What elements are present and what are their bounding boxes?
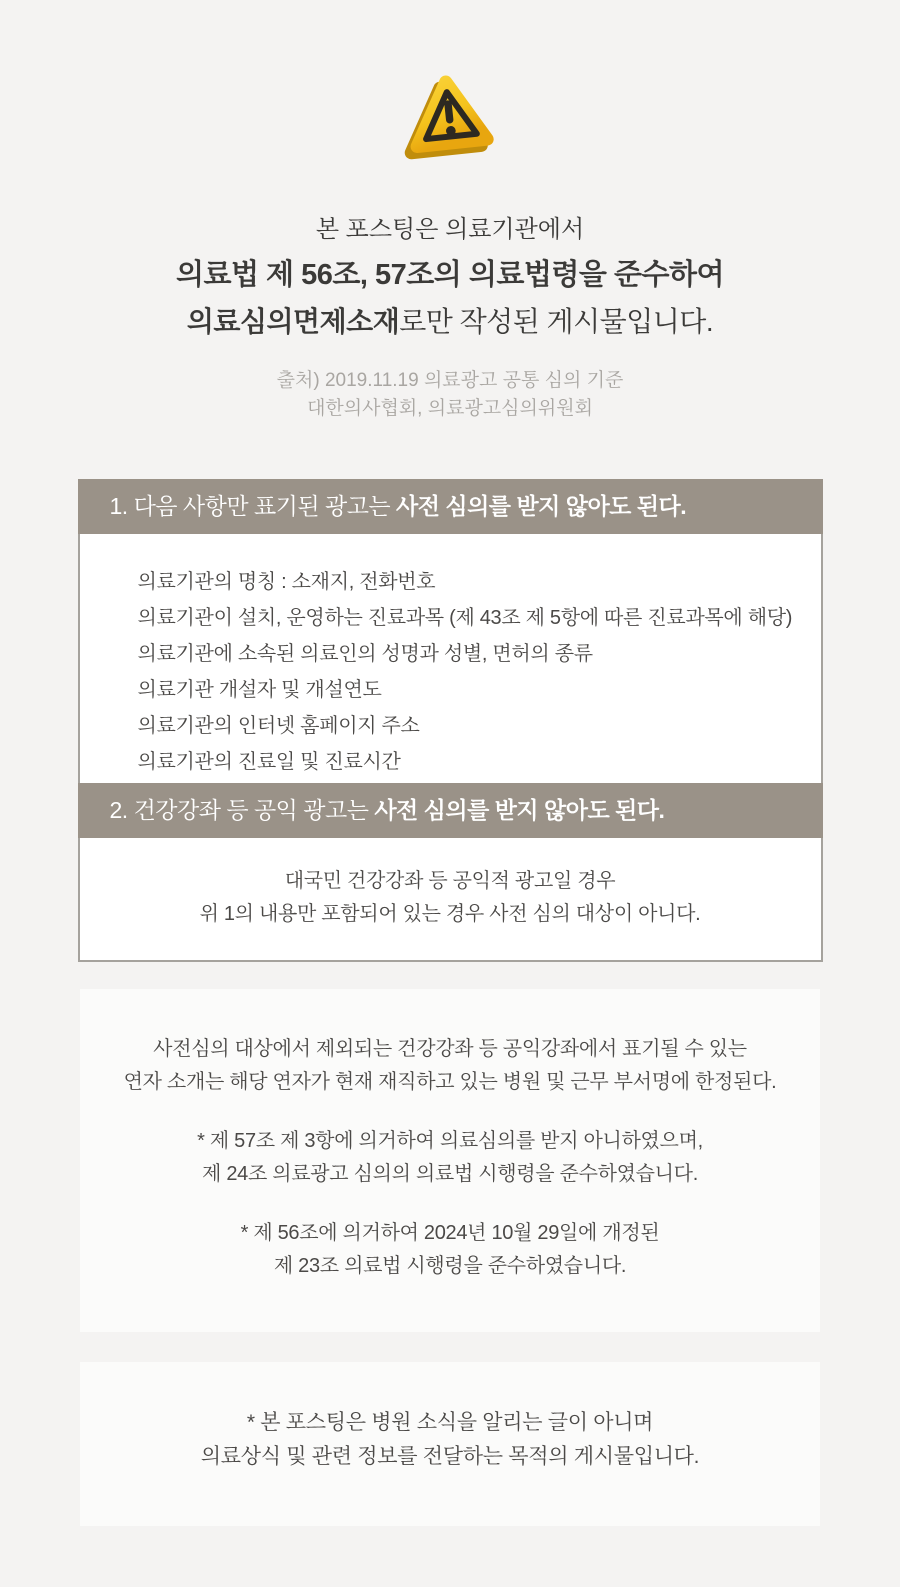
section-2-body-line-2: 위 1의 내용만 포함되어 있는 경우 사전 심의 대상이 아니다. [199, 903, 701, 925]
warning-icon-container [0, 0, 900, 175]
legal-paragraph [80, 1125, 820, 1191]
list-item: 의료기관에 소속된 의료인의 성명과 성별, 면허의 종류 [137, 643, 593, 665]
title-line-3-emphasis: 의료심의면제소재 [186, 306, 400, 337]
warning-triangle-icon [399, 157, 501, 174]
section-2-header-emphasis: 사전 심의를 받지 않아도 된다. [374, 797, 665, 823]
footer-note-box [80, 1362, 820, 1526]
legal-paragraph [80, 1033, 820, 1099]
source-citation [0, 367, 900, 423]
legal-p2-line-2: 제 24조 의료광고 심의의 의료법 시행령을 준수하였습니다. [202, 1163, 698, 1185]
section-1-item-list [80, 534, 821, 783]
source-line-2: 대한의사협회, 의료광고심의위원회 [307, 398, 593, 419]
title-line-3-rest: 로만 작성된 게시물입니다. [399, 306, 714, 337]
list-item: 의료기관이 설치, 운영하는 진료과목 (제 43조 제 5항에 따른 진료과목에 해당) [137, 607, 793, 629]
notice-title [0, 209, 900, 345]
section-2-body [80, 838, 821, 960]
footer-note-line-1: * 본 포스팅은 병원 소식을 알리는 글이 아니며 [246, 1411, 654, 1434]
title-line-1: 본 포스팅은 의료기관에서 [315, 216, 585, 243]
title-line-3 [0, 299, 900, 345]
legal-p3-line-2: 제 23조 의료법 시행령을 준수하였습니다. [273, 1255, 627, 1277]
list-item: 의료기관의 인터넷 홈페이지 주소 [137, 715, 420, 737]
legal-note-box [80, 989, 820, 1332]
section-2-body-line-1: 대국민 건강강좌 등 공익적 광고일 경우 [284, 870, 616, 892]
title-line-2: 의료법 제 56조, 57조의 의료법령을 준수하여 [175, 259, 725, 291]
footer-note-line-2: 의료상식 및 관련 정보를 전달하는 목적의 게시물입니다. [200, 1445, 700, 1468]
legal-p3-line-1: * 제 56조에 의거하여 2024년 10월 29일에 개정된 [240, 1222, 660, 1244]
section-1-header-prefix: 1. 다음 사항만 표기된 광고는 [109, 493, 397, 519]
legal-p1-line-2: 연자 소개는 해당 연자가 현재 재직하고 있는 병원 및 근무 부서명에 한정된다. [123, 1071, 777, 1093]
section-2-header-prefix: 2. 건강강좌 등 공익 광고는 [109, 797, 375, 823]
section-2-header [78, 783, 823, 838]
legal-p1-line-1: 사전심의 대상에서 제외되는 건강강좌 등 공익강좌에서 표기될 수 있는 [153, 1038, 747, 1060]
legal-paragraph [80, 1217, 820, 1283]
source-line-1: 출처) 2019.11.19 의료광고 공통 심의 기준 [276, 370, 624, 391]
rules-container [78, 479, 823, 962]
list-item: 의료기관의 진료일 및 진료시간 [137, 751, 401, 773]
legal-p2-line-1: * 제 57조 제 3항에 의거하여 의료심의를 받지 아니하였으며, [197, 1130, 703, 1152]
section-1-header [78, 479, 823, 534]
list-item: 의료기관의 명칭 : 소재지, 전화번호 [137, 571, 436, 593]
list-item: 의료기관 개설자 및 개설연도 [137, 679, 382, 701]
section-1-header-emphasis: 사전 심의를 받지 않아도 된다. [396, 493, 687, 519]
